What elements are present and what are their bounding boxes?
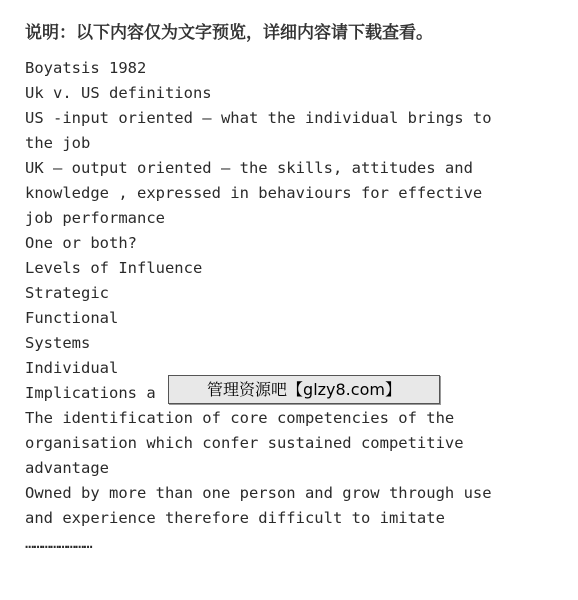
text-line: The identification of core competencies of the <box>25 409 455 427</box>
text-line: Functional <box>25 309 119 327</box>
text-line: advantage <box>25 459 109 477</box>
document-text <box>25 56 555 556</box>
text-line: knowledge , expressed in behaviours for effective <box>25 184 483 202</box>
text-line: One or both? <box>25 234 137 252</box>
ellipsis-dots: …………………… <box>25 534 92 552</box>
text-line: UK – output oriented – the skills, attitudes and <box>25 159 473 177</box>
text-line: Levels of Influence <box>25 259 203 277</box>
text-line: Boyatsis 1982 <box>25 59 147 77</box>
text-line: organisation which confer sustained competitive <box>25 434 464 452</box>
preview-notice: 说明：以下内容仅为文字预览，详细内容请下载查看。 <box>25 23 433 43</box>
text-line: Individual <box>25 359 119 377</box>
text-line: Implications a <box>25 384 156 402</box>
text-line: the job <box>25 134 91 152</box>
text-line: job performance <box>25 209 165 227</box>
text-line: Owned by more than one person and grow through use <box>25 484 492 502</box>
text-line: and experience therefore difficult to imitate <box>25 509 445 527</box>
text-line: US -input oriented – what the individual brings to <box>25 109 492 127</box>
text-line: Uk v. US definitions <box>25 84 212 102</box>
text-line: Systems <box>25 334 91 352</box>
text-line: Strategic <box>25 284 109 302</box>
watermark-banner: 管理资源吧【glzy8.com】 <box>168 375 440 404</box>
